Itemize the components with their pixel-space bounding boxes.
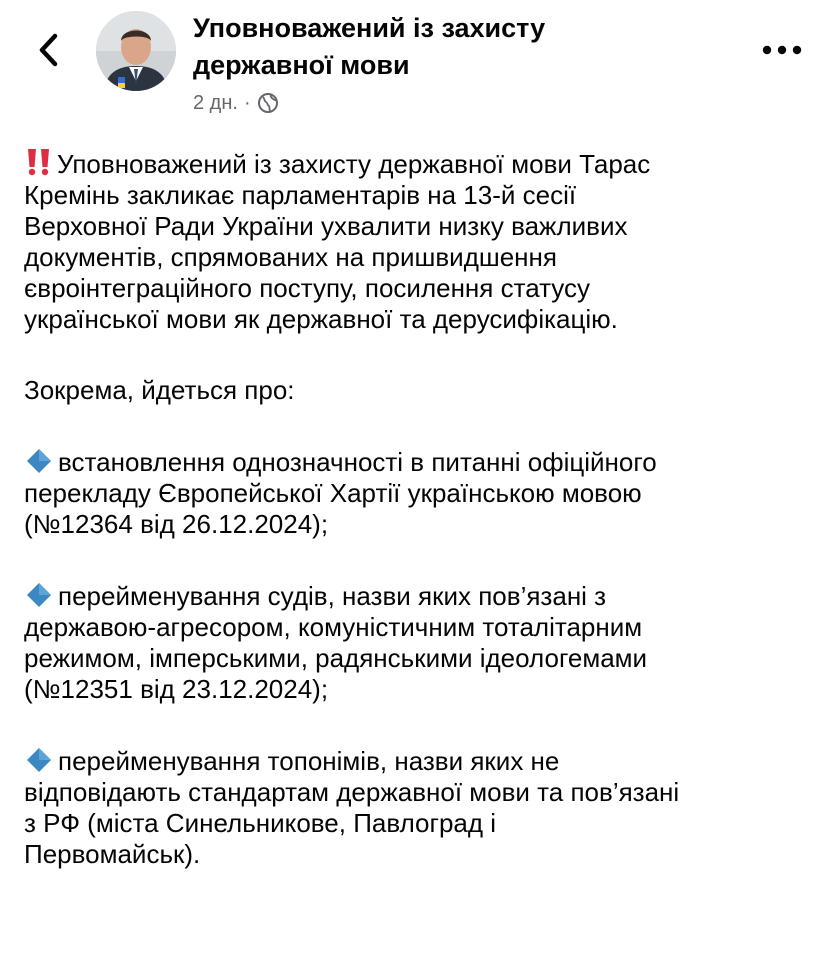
list-item-line: (№12364 від 26.12.2024); [24,509,329,539]
author-name[interactable]: Уповноважений із захисту державної мови [193,13,546,80]
blue-diamond-icon [24,580,54,610]
meta-separator: · [243,91,251,114]
post-text [24,148,814,870]
list-item-line: перейменування судів, назви яких пов’язані з [58,581,607,611]
double-exclamation-icon [24,148,54,176]
blue-diamond-icon [24,446,54,476]
post-meta [193,90,279,116]
list-item-line: державою-агресором, комуністичним тоталітарним [24,612,643,642]
intro-paragraph [24,148,814,335]
intro-line: євроінтеграційного поступу, посилення статусу [24,273,591,303]
list-item-line: з РФ (міста Синельникове, Павлоград і [24,808,497,838]
list-item-line: (№12351 від 23.12.2024); [24,674,329,704]
post-time[interactable]: 2 дн. [193,91,238,114]
list-item [24,446,814,540]
back-button[interactable] [26,26,70,74]
list-item [24,580,814,705]
avatar[interactable] [96,11,176,91]
subhead: Зокрема, йдеться про: [24,375,295,405]
list-item-line: режимом, імперськими, радянськими ідеологемами [24,643,648,673]
more-dots-icon [760,44,804,56]
list-item-line: Первомайськ). [24,839,201,869]
list-item [24,745,814,870]
list-item-line: перейменування топонімів, назви яких не [58,746,560,776]
blue-diamond-icon [24,745,54,775]
list-item-line: перекладу Європейської Хартії українською мовою [24,478,642,508]
globe-icon[interactable] [257,92,279,114]
intro-line: Уповноважений із захисту державної мови Тарас [57,149,651,179]
intro-line: Верховної Ради України ухвалити низку важливих [24,211,628,241]
intro-line: документів, спрямованих на пришвидшення [24,242,557,272]
more-options-button[interactable] [756,30,808,70]
list-item-line: встановлення однозначності в питанні офіційного [58,447,657,477]
list-item-line: відповідають стандартам державної мови та пов’язані [24,777,680,807]
avatar-image [96,11,176,91]
chevron-left-icon [37,33,59,67]
post-header [0,0,827,130]
intro-line: Кремінь закликає парламентарів на 13-й сесії [24,180,577,210]
intro-line: української мови як державної та дерусифікацію. [24,304,618,334]
